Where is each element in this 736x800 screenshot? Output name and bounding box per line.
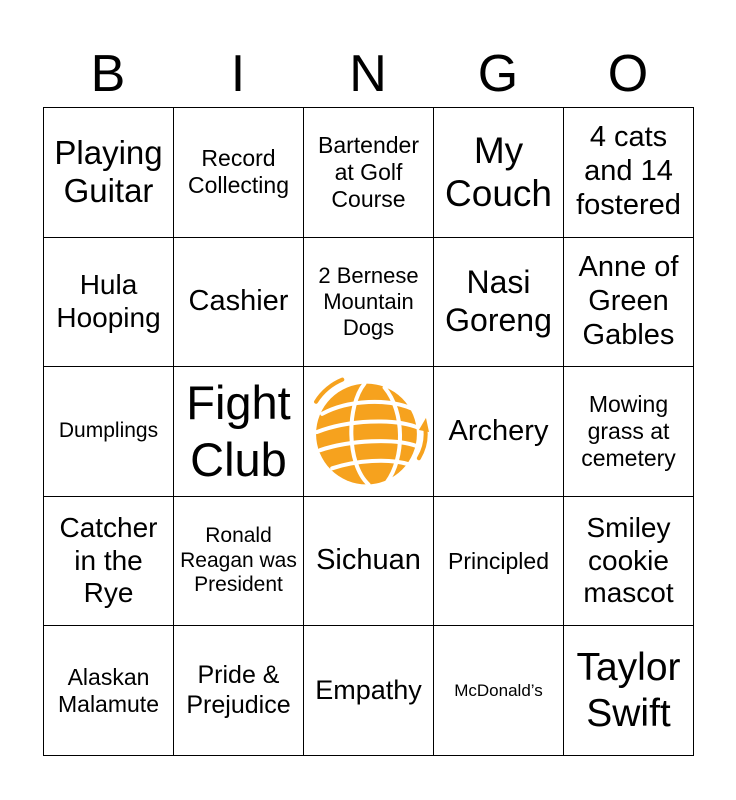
bingo-cell[interactable] [564,108,694,238]
bingo-cell[interactable] [564,367,694,497]
bingo-cell[interactable] [174,497,304,627]
bingo-cell[interactable] [434,497,564,627]
bingo-cell[interactable] [304,497,434,627]
cell-text: Fight Club [186,376,291,487]
cell-text: Catcher in the Rye [59,511,158,609]
bingo-cell[interactable] [44,367,174,497]
cell-text: Hula Hooping [56,269,161,333]
bingo-cell[interactable] [174,238,304,368]
orange-globe-icon [308,371,429,493]
cell-text: Bartender at Golf Course [317,131,419,212]
bingo-cell[interactable] [564,238,694,368]
cell-text: Nasi Goreng [445,264,552,338]
cell-text: My Couch [445,130,552,215]
bingo-cell[interactable] [434,108,564,238]
bingo-cell[interactable] [44,497,174,627]
cell-text: Pride & Prejudice [186,661,291,719]
cell-text: Anne of Green Gables [578,251,679,351]
bingo-cell[interactable] [174,108,304,238]
cell-text: Playing Guitar [54,133,163,210]
bingo-cell[interactable] [564,626,694,756]
cell-text: Smiley cookie mascot [583,511,674,609]
cell-text: Archery [448,414,549,447]
bingo-cell[interactable] [434,626,564,756]
bingo-header [43,40,693,108]
cell-text: Cashier [188,284,289,317]
cell-text: McDonald’s [454,680,543,700]
cell-text: 4 cats and 14 fostered [576,121,681,222]
bingo-cell[interactable] [44,238,174,368]
header-letter-n: N [349,45,387,103]
bingo-grid [43,107,694,756]
bingo-cell[interactable] [174,626,304,756]
header-letter-o: O [607,45,649,103]
cell-text: Record Collecting [188,145,289,199]
bingo-cell[interactable] [434,367,564,497]
cell-text: Ronald Reagan was President [180,524,297,597]
bingo-cell[interactable] [44,108,174,238]
free-space-cell[interactable] [304,367,434,497]
bingo-cell[interactable] [304,108,434,238]
header-letter-g: G [477,45,519,103]
cell-text: 2 Bernese Mountain Dogs [318,263,419,340]
cell-text: Principled [448,547,549,574]
cell-text: Alaskan Malamute [58,663,159,717]
bingo-cell[interactable] [44,626,174,756]
header-letter-b: B [90,45,126,103]
cell-text: Empathy [315,674,422,705]
cell-text: Mowing grass at cemetery [581,391,676,471]
bingo-cell[interactable] [434,238,564,368]
bingo-cell[interactable] [304,238,434,368]
bingo-cell[interactable] [304,626,434,756]
header-letter-i: I [230,45,246,103]
cell-text: Taylor Swift [576,646,681,735]
cell-text: Dumplings [58,419,159,443]
bingo-cell[interactable] [174,367,304,497]
cell-text: Sichuan [316,544,421,577]
bingo-cell[interactable] [564,497,694,627]
